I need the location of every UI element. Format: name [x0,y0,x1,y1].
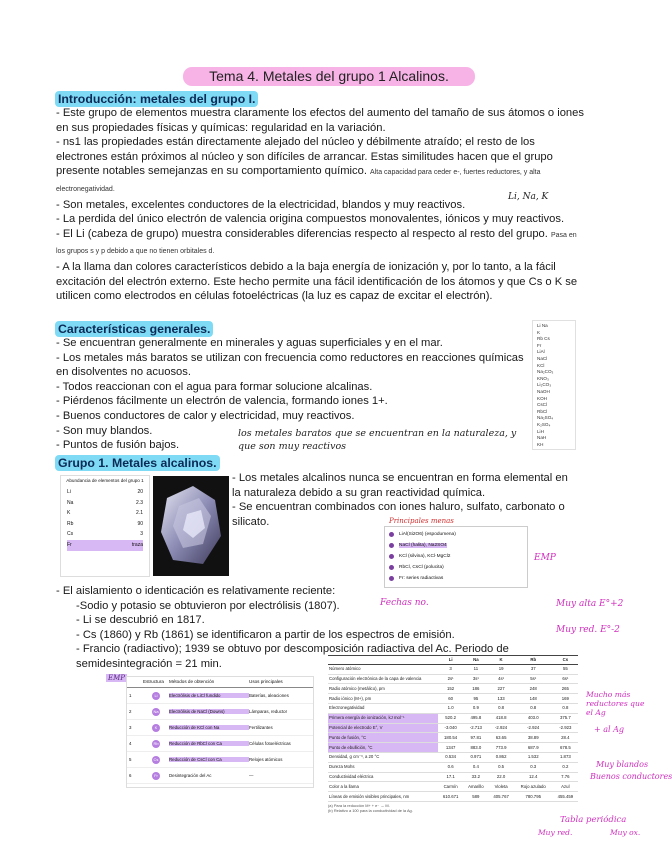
left-methods-table [126,676,314,788]
sidebar-list-item: Na₂CO₃ [537,369,554,375]
historia-bullet-1: - El aislamiento o identicación es relativamente reciente: [56,585,336,597]
sidebar-list-item: KOH [537,395,547,401]
sidebar-list-item: Li₂CO₃ [537,382,552,388]
generales-bullet-2: - Los metales más baratos se utilizan con frecuencia como reductores en reacciones químicas en disolventes no acuosos. [56,351,524,379]
properties-row: Líneas de emisión visibles principales, nm 610.671 589 405.767 780.795 455.459 [328,792,578,802]
heading-introduccion: Introducción: metales del grupo I. [55,91,258,107]
hand-mucho-mas-reductores: Mucho más reductores que el Ag [586,690,645,717]
properties-row: Dureza Mohs 0.6 0.4 0.5 0.3 0.2 [328,762,578,772]
sidebar-list-item: NaCl [537,355,548,361]
sidebar-list-item: NaH [537,435,547,441]
left-table-header: Métodos de obtención [169,679,215,684]
mineral-row: KCl (silvina), KCl·MgCl2 [399,551,523,562]
mineral-bullet-icon [389,565,394,570]
intro-small-note-2: Pasa en los grupos s y p debido a que no tienen orbitales d. [56,231,577,256]
mineral-row: LiAl(Si2O6) (espodumena) [399,529,523,540]
properties-table [328,655,578,817]
abundance-row: K 2.1 [67,510,143,517]
crystal-photo [153,476,229,576]
left-table-header: Estructura [143,679,164,684]
generales-bullet-6: - Son muy blandos. [56,424,153,437]
hand-tabla-periodica: Tabla periódica [560,815,627,825]
properties-row: Número atómico 3 11 19 37 55 [328,664,578,674]
sidebar-list-item: KCl [537,362,545,368]
abundance-row: Rb 90 [67,520,143,527]
generales-bullet-7: - Puntos de fusión bajos. [56,439,180,452]
properties-row: Radio atómico (metálico), pm 152 186 227 248 265 [328,684,578,694]
hand-note-li-na-k: Li, Na, K [508,192,549,202]
abundance-row: Fr traza [67,540,143,551]
mineral-row: NaCl (halita), Na2SO4 [399,540,523,551]
mineral-bullet-icon [389,532,394,537]
minerals-box [384,517,528,588]
properties-row: Densidad, g cm⁻³, a 20 °C 0.534 0.971 0.862 1.532 1.873 [328,752,578,762]
intro-bullet-6: - A la llama dan colores característicos debido a la baja energía de ionización y, por lo tanto, a la fácil excitación del electrón externo. Este hecho permite una fácil identificación de los átomos y que Cs o K se utilicen como electrodos en células fotoeléctricas (la luz es capaz de excitar el electrón). [56,260,578,303]
intro-bullet-1: - Este grupo de elementos muestra claramente los efectos del aumento del tamaño de sus átomos o iones en sus propiedades físicas y químicas: regularidad en la variación. [56,107,584,134]
generales-bullet-3: - Todos reaccionan con el agua para formar solucione alcalinas. [56,380,373,393]
hand-muy-blandos: Muy blandos [596,760,649,769]
sidebar-compound-list [532,320,576,450]
sidebar-list-item: CsCl [537,402,547,408]
hand-note-generales: los metales baratos que se encuentran en la naturaleza, y que son muy reactivos [238,428,517,452]
sidebar-list-item: Rb Cs [537,336,550,342]
left-table-header: Usos principales [249,679,283,684]
left-table-header [129,679,143,685]
properties-row: Punto de ebullición, °C 1347 883.0 773.9 687.9 678.5 [328,743,578,753]
mineral-row: Fr: series radiactivas [399,573,523,584]
intro-bullet-2: - ns1 las propiedades están directamente alejado del núcleo y débilmente atraído; el resto de los electrones están próximos al núcleo y son difíciles de arrancar. Estas similitudes hacen que el grupo presente notables semejanzas en su comportamiento químico. Alta capacidad para ceder e-, fuertes reductores, y alta electronegatividad. [56,136,553,193]
historia-bullet-3: - Li se descubrió en 1817. [76,614,205,627]
sidebar-list-item: KH [537,441,544,447]
historia-bullet-5: - Francio (radiactivo); 1939 se obtuvo por descomposición radiactiva del Ac. Periodo de semidesintegración = 21 min. [76,643,509,670]
page-title: Tema 4. Metales del grupo 1 Alcalinos. [183,67,475,86]
properties-row: Conductividad eléctrica 17.1 33.2 22.0 12.4 7.76 [328,772,578,782]
properties-row: Potencial de electrodo E°, V -3.040 -2.713 -2.924 -2.924 -2.923 [328,723,578,733]
properties-row: Primera energía de ionización, kJ mol⁻¹ 520.2 495.8 418.8 403.0 375.7 [328,713,578,723]
sidebar-list-item: KNO₃ [537,375,549,381]
properties-header-row: Li Na K Rb Cs [328,656,578,665]
left-table-row: 4 Rb Reducción de RbCl con Ca Células fotoeléctricas [127,736,313,752]
hand-emp-side: EMP [534,553,556,563]
abundance-table [60,475,150,577]
heading-grupo-1: Grupo 1. Metales alcalinos. [55,455,220,471]
hand-muy-ox: Muy ox. [610,828,641,837]
mineral-bullet-icon [389,576,394,581]
generales-bullet-5: - Buenos conductores de calor y electricidad, muy reactivos. [56,409,355,422]
intro-text [56,106,584,304]
generales-bullet-1: - Se encuentran generalmente en minerales y aguas superficiales y en el mar. [56,337,443,349]
intro-bullet-5: - El Li (cabeza de grupo) muestra considerables diferencias respecto al respecto al resto del grupo. Pasa en los grupos s y p debido a que no tienen orbitales d. [56,227,577,256]
abundance-row: Li 20 [67,489,143,495]
hand-muy-alta: Muy alta E°+2 [556,599,624,609]
abundance-row: Cs 3 [67,531,143,538]
left-table-tag: EMP [108,674,125,682]
sidebar-list-item: Li Na [537,323,548,328]
properties-row: Radio iónico (M+), pm 60 95 133 148 169 [328,694,578,704]
left-table-row: 6 Fr Desintegración del Ac — [127,768,313,784]
mineral-bullet-icon [389,543,394,548]
abundance-row: Na 2.3 [67,499,143,506]
sidebar-list-item: K [537,329,541,335]
mineral-bullet-icon [389,554,394,559]
grupo1-bullet-2: - Se encuentran combinados con iones haluro, sulfato, carbonato o silicato. [232,501,565,528]
properties-row: Color a la llama Carmín Amarillo Violeta Rojo azulado Azul [328,782,578,792]
mineral-row: RbCl, CsCl (polucita) [399,562,523,573]
intro-bullet-3: - Son metales, excelentes conductores de la electricidad, blandos y muy reactivos. [56,198,466,211]
hand-muy-red-2: Muy red. [538,828,573,837]
hand-fechas: Fechas no. [380,598,429,608]
sidebar-list-item: Na₂SO₄ [537,415,554,421]
hand-buenos-conductores: Buenos conductores [590,772,672,781]
sidebar-list-item: Fr [537,342,542,348]
sidebar-list-item: LiAl [537,349,545,355]
hand-al-ag: + al Ag [594,725,625,734]
left-table-row: 2 Na Electrólisis de NaCl (Downs) Lámparas, reductor [127,704,313,720]
historia-bullet-2: -Sodio y potasio se obtuvieron por electrólisis (1807). [76,599,340,612]
grupo1-bullet-1: - Los metales alcalinos nunca se encuentran en forma elemental en la naturaleza debido a su gran reactividad química. [232,472,568,499]
sidebar-list-item: K₂SO₄ [537,421,551,427]
historia-bullet-4: - Cs (1860) y Rb (1861) se identificaron a partir de los espectros de emisión. [76,628,455,641]
intro-bullet-4: - La perdida del único electrón de valencia origina compuestos monovalentes, iónicos y muy reactivos. [56,213,565,226]
properties-footnote-2: (b) Relativo a 100 para la conductividad de la Ag. [328,807,413,813]
heading-caracteristicas: Características generales. [55,321,213,337]
sidebar-list-item: RbCl [537,408,548,414]
properties-row: Electronegatividad 1.0 0.9 0.8 0.8 0.8 [328,703,578,713]
properties-row: Configuración electrónica de la capa de valencia 2s¹ 3s¹ 4s¹ 5s¹ 6s¹ [328,674,578,684]
left-table-row: 3 K Reducción de KCl con Na Fertilizantes [127,720,313,736]
hand-muy-red: Muy red. E°-2 [556,625,620,635]
left-table-row: 5 Cs Reducción de CsCl con Ca Relojes atómicos [127,752,313,768]
properties-row: Punto de fusión, °C 180.54 97.81 63.65 38.89 28.4 [328,733,578,743]
sidebar-list-item: NaOH [537,388,550,394]
left-table-row: 1 Li Electrólisis de LiCl fundido Baterías, aleaciones [127,688,313,704]
properties-footnote-1: (a) Para la reducción M+ + e⁻ → M. [328,802,390,808]
intro-small-note-1: Alta capacidad para ceder e-, fuertes reductores, y alta electronegatividad. [56,169,541,193]
abundance-table-title: Abundancia de elementos del grupo 1 [66,478,144,483]
sidebar-list-item: LiH [537,428,544,434]
minerals-title: Principales menas [389,517,454,525]
generales-bullet-4: - Piérdenos fácilmente un electrón de valencia, formando iones 1+. [56,395,388,408]
